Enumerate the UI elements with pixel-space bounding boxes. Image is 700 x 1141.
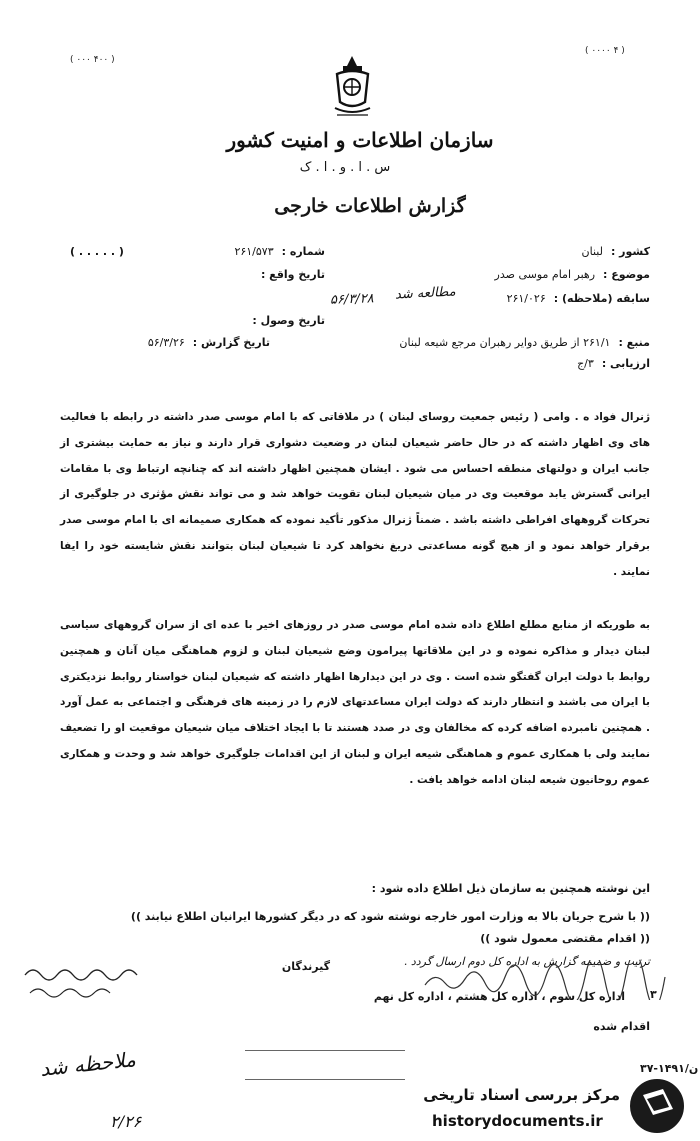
organization-code: س . ا . و . ا . ک [299,160,391,175]
watermark-logo [625,1075,690,1137]
country-row [430,245,650,258]
origin-value: ۲۶۱/۱ از طریق دوایر رهبران مرجع شیعه لبنان [399,336,611,349]
handwritten-side-note: مطالعه شد [394,284,456,303]
handwritten-scribble-right [420,960,690,1000]
country-value: لبنان [581,245,603,258]
routing-line: ترتیب و ضمیمه گزارش به اداره کل دوم ارسال گردد . [403,955,650,968]
number-code: ( . . . . . ) [70,245,124,258]
rating-label: ارزیابی : [601,357,650,370]
origin-label: منبع : [618,336,650,349]
report-title: گزارش اطلاعات خارجی [274,195,466,217]
report-date-row [130,336,270,349]
redaction-box [245,1050,405,1080]
handwritten-scribble-left [20,955,150,1005]
rating-row [520,357,650,370]
fax-header-left: ( ۰۰۰ ۴۰۰ ) [70,55,115,65]
country-label: کشور : [610,245,650,258]
routing-recipients: گیرندگان [281,960,330,973]
body-paragraph-2: به طوریکه از منابع مطلع اطلاع داده شده امام موسی صدر در روزهای اخیر با عده ای از سران گروههای سیاسی لبنان دیدار و مذاکره نموده و در این ملاقاتها پیرامون وضع شیعیان لبنان و لزوم هماهنگی میان آنان و همچنین روابط با دولت ایران گفتگو شده است . وی در این دیدارها اظهار داشته که شیعیان لبنان خواستار روابط نزدیکتری با ایران می باشند و انتظار دارند که دولت ایران مساعدتهای لازم را در زمینه های فرهنگی و اجتماعی به عمل آورد . همچنین نامبرده اضافه کرده که مخالفان وی در صدد هستند تا با ایجاد اختلاف میان شیعیان موقعیت او را تضعیف نمایند ولی با همکاری عموم و هماهنگی شیعه ایران و لبنان از این اقدامات جلوگیری خواهد شد و وحدت و همکاری عموم روحانیون شیعه لبنان ادامه خواهد یافت . [60,619,650,786]
number-label: شماره : [281,245,325,258]
source-value: ۲۶۱/۰۲۶ [506,292,546,305]
number-row [160,245,325,258]
bottom-code: ۳۷-۱۴۹۱/ن [640,1062,699,1075]
fax-header-right: ( ۰۰۰۰ ۴ ) [585,46,625,56]
rating-value: ۳/ج [577,357,594,370]
number-value: ۲۶۱/۵۷۳ [234,245,274,258]
distribution-line-1: (( با شرح جریان بالا به وزارت امور خارجه نوشته شود که در دیگر کشورها ایرانیان اطلاع نیابند )) [130,910,650,923]
subject-row [400,268,650,281]
receipt-date-label: تاریخ وصول : [252,314,325,327]
date-occurred-label: تاریخ واقع : [260,268,325,281]
origin-row [270,336,650,349]
handwritten-bottom-sig: ۲/۲۶ [110,1112,142,1131]
handwritten-bottom-note: ملاحظه شد [39,1047,137,1081]
watermark-text-fa: مرکز بررسی اسناد تاریخی [423,1086,620,1104]
department-mark: ۳ [650,988,657,1001]
distribution-intro: این نوشته همچنین به سازمان ذیل اطلاع داده شود : [371,882,650,895]
subject-value: رهبر امام موسی صدر [494,268,596,281]
report-date-value: ۵۶/۳/۲۶ [147,336,185,349]
body-paragraph-1: ژنرال فواد ه . وامی ( رئیس جمعیت روسای لبنان ) در ملاقاتی که با امام موسی صدر داشته در رابطه با فعالیت های وی اظهار داشته که در حال حاضر شیعیان لبنان در وضعیت دشواری قرار دارند و نیاز به حمایت بیشتری از جانب ایران و دولتهای منطقه احساس می شود . ایشان همچنین اظهار داشته اند که چنانچه ارتباط وی با مقامات ایرانی گسترش یابد موقعیت وی در میان شیعیان لبنان تقویت خواهد شد و می تواند نقش مؤثری در جلوگیری از تحرکات گروههای افراطی داشته باشد . ضمناً ژنرال مذکور تأکید نموده که همکاری صمیمانه ای با امام موسی صدر برقرار خواهد نمود و از هیچ گونه مساعدتی دریغ نخواهد کرد تا شیعیان لبنان بتوانند نقش شایسته خود را ایفا نمایند . [60,411,650,578]
department-line: اداره کل سوم ، اداره کل هشتم ، اداره کل نهم [373,990,625,1003]
source-label: سابقه (ملاحظه) : [553,292,650,305]
subject-label: موضوع : [603,268,650,281]
watermark-text-en: historydocuments.ir [432,1112,603,1130]
handwritten-date-note: ۵۶/۳/۲۸ [329,291,374,308]
distribution-line-2: (( اقدام مقتضی معمول شود )) [480,932,650,945]
emblem-logo [325,52,380,124]
action-note: اقدام شده [593,1020,650,1033]
report-date-label: تاریخ گزارش : [192,336,270,349]
organization-name: سازمان اطلاعات و امنیت کشور [226,128,494,152]
